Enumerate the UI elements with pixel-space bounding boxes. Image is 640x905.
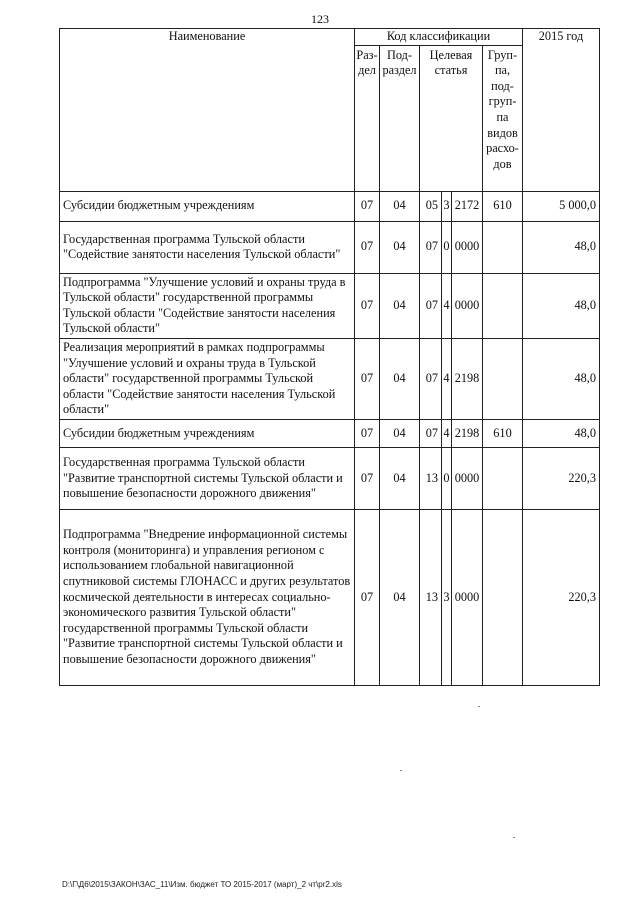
row-amount-2015: 48,0: [523, 273, 600, 338]
header-target-article: Целевая статья: [420, 45, 483, 191]
row-target-article-direction: 0000: [452, 447, 483, 509]
row-target-article-subprogram: 4: [442, 273, 452, 338]
row-subsection: 04: [380, 447, 420, 509]
row-target-article-direction: 2198: [452, 338, 483, 419]
row-section: 07: [355, 338, 380, 419]
scan-speck: [478, 706, 480, 707]
row-target-article-program: 13: [420, 509, 442, 685]
table-header: [60, 29, 600, 192]
row-target-article-direction: 0000: [452, 273, 483, 338]
table-body: [60, 191, 600, 685]
row-target-article-program: 07: [420, 221, 442, 273]
row-section: 07: [355, 447, 380, 509]
row-expense-group: 610: [483, 191, 523, 221]
page-number: 123: [311, 12, 329, 26]
table-row: [60, 338, 600, 419]
row-target-article-direction: 2198: [452, 419, 483, 447]
row-name: Реализация мероприятий в рамках подпрограммы "Улучшение условий и охраны труда в Тульской области" государственной программы Тульской области "Содействие занятости населения Тульской области": [60, 338, 355, 419]
row-name: Субсидии бюджетным учреждениям: [60, 419, 355, 447]
row-target-article-subprogram: 4: [442, 338, 452, 419]
row-target-article-program: 07: [420, 419, 442, 447]
header-section: Раз- дел: [355, 45, 380, 191]
table-row: [60, 419, 600, 447]
table-row: [60, 447, 600, 509]
row-amount-2015: 48,0: [523, 419, 600, 447]
row-target-article-direction: 0000: [452, 221, 483, 273]
row-amount-2015: 48,0: [523, 221, 600, 273]
row-subsection: 04: [380, 221, 420, 273]
row-expense-group: [483, 273, 523, 338]
row-expense-group: [483, 221, 523, 273]
file-path-footer: D:\Г\Д6\2015\ЗАКОН\ЗАС_11\Изм. бюджет ТО 2015-2017 (март)_2 чт\pr2.xls: [62, 880, 342, 889]
row-section: 07: [355, 273, 380, 338]
row-subsection: 04: [380, 273, 420, 338]
row-section: 07: [355, 191, 380, 221]
row-target-article-subprogram: 3: [442, 191, 452, 221]
row-section: 07: [355, 221, 380, 273]
header-subsection: Под- раздел: [380, 45, 420, 191]
row-amount-2015: 48,0: [523, 338, 600, 419]
row-subsection: 04: [380, 338, 420, 419]
row-target-article-subprogram: 3: [442, 509, 452, 685]
row-name: Государственная программа Тульской области "Содействие занятости населения Тульской области": [60, 221, 355, 273]
row-target-article-program: 07: [420, 338, 442, 419]
row-target-article-program: 13: [420, 447, 442, 509]
table-row: [60, 221, 600, 273]
row-target-article-subprogram: 0: [442, 221, 452, 273]
row-expense-group: 610: [483, 419, 523, 447]
row-target-article-subprogram: 0: [442, 447, 452, 509]
row-name: Подпрограмма "Улучшение условий и охраны труда в Тульской области" государственной программы Тульской области "Содействие занятости населения Тульской области": [60, 273, 355, 338]
row-expense-group: [483, 509, 523, 685]
row-target-article-direction: 0000: [452, 509, 483, 685]
budget-table: [59, 28, 600, 686]
row-subsection: 04: [380, 191, 420, 221]
row-section: 07: [355, 419, 380, 447]
row-name: Государственная программа Тульской области "Развитие транспортной системы Тульской области и повышение безопасности дорожного движения": [60, 447, 355, 509]
row-amount-2015: 220,3: [523, 509, 600, 685]
row-name: Субсидии бюджетным учреждениям: [60, 191, 355, 221]
table-row: [60, 273, 600, 338]
header-classification-code: Код классификации: [355, 29, 523, 46]
scan-speck: [513, 837, 515, 838]
header-year: 2015 год: [523, 29, 600, 192]
row-expense-group: [483, 447, 523, 509]
scan-speck: [400, 770, 402, 771]
row-target-article-subprogram: 4: [442, 419, 452, 447]
row-expense-group: [483, 338, 523, 419]
table-row: [60, 509, 600, 685]
row-amount-2015: 5 000,0: [523, 191, 600, 221]
row-amount-2015: 220,3: [523, 447, 600, 509]
row-subsection: 04: [380, 419, 420, 447]
row-section: 07: [355, 509, 380, 685]
row-target-article-program: 05: [420, 191, 442, 221]
row-subsection: 04: [380, 509, 420, 685]
table-row: [60, 191, 600, 221]
row-target-article-program: 07: [420, 273, 442, 338]
header-expense-group: Груп- па, под- груп- па видов расхо- дов: [483, 45, 523, 191]
header-name: Наименование: [60, 29, 355, 192]
row-name: Подпрограмма "Внедрение информационной системы контроля (мониторинга) и управления регионом с использованием глобальной навигационной спутниковой системы ГЛОНАСС и других результатов космической деятельности в интересах социально-экономического развития Тульской области" государственной программы Тульской области "Развитие транспортной системы Тульской области и повышение безопасности дорожного движения": [60, 509, 355, 685]
row-target-article-direction: 2172: [452, 191, 483, 221]
